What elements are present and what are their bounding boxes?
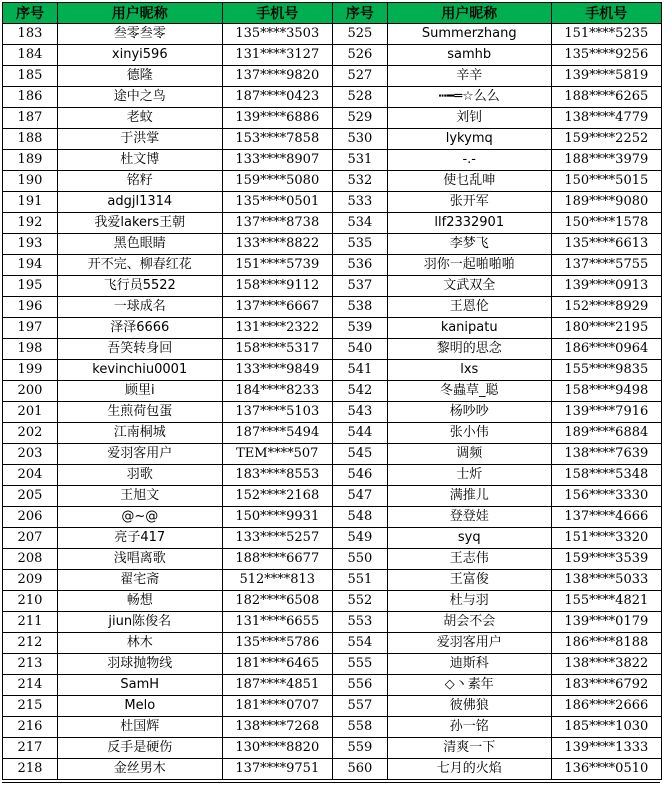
- nickname-cell: xinyi596: [57, 45, 222, 66]
- nickname-cell: 林木: [57, 633, 222, 654]
- seq-cell: 191: [3, 192, 58, 213]
- phone-cell: 181****6465: [222, 654, 332, 675]
- seq-cell: 218: [3, 759, 58, 780]
- seq-cell: 552: [332, 591, 387, 612]
- table-row: [3, 654, 662, 675]
- nickname-cell: 铭籽: [57, 171, 222, 192]
- phone-cell: 186****0964: [551, 339, 661, 360]
- nickname-cell: adgjl1314: [57, 192, 222, 213]
- phone-cell: 138****3822: [551, 654, 661, 675]
- table-row: [3, 192, 662, 213]
- seq-cell: 212: [3, 633, 58, 654]
- phone-cell: 137****6667: [222, 297, 332, 318]
- nickname-cell: 开不完、柳春红花: [57, 255, 222, 276]
- table-row: [3, 339, 662, 360]
- nickname-cell: 七月的火焰: [387, 759, 551, 780]
- seq-cell: 530: [332, 129, 387, 150]
- phone-cell: 150****5015: [551, 171, 661, 192]
- seq-cell: 559: [332, 738, 387, 759]
- phone-cell: 137****4666: [551, 507, 661, 528]
- seq-cell: 540: [332, 339, 387, 360]
- seq-cell: 210: [3, 591, 58, 612]
- seq-cell: 195: [3, 276, 58, 297]
- phone-cell: 158****9498: [551, 381, 661, 402]
- table-row: [3, 150, 662, 171]
- seq-cell: 543: [332, 402, 387, 423]
- seq-cell: 536: [332, 255, 387, 276]
- phone-cell: 135****6613: [551, 234, 661, 255]
- seq-cell: 556: [332, 675, 387, 696]
- seq-cell: 186: [3, 87, 58, 108]
- member-table: [2, 2, 662, 780]
- phone-cell: 135****0501: [222, 192, 332, 213]
- phone-cell: 156****3330: [551, 486, 661, 507]
- table-row: [3, 675, 662, 696]
- nickname-cell: 途中之鸟: [57, 87, 222, 108]
- phone-cell: 138****7639: [551, 444, 661, 465]
- header-seq-right: 序号: [332, 3, 387, 24]
- seq-cell: 208: [3, 549, 58, 570]
- seq-cell: 184: [3, 45, 58, 66]
- phone-cell: 184****8233: [222, 381, 332, 402]
- seq-cell: 531: [332, 150, 387, 171]
- table-row: [3, 129, 662, 150]
- nickname-cell: lxs: [387, 360, 551, 381]
- nickname-cell: 羽球抛物线: [57, 654, 222, 675]
- header-row: [3, 3, 662, 24]
- seq-cell: 205: [3, 486, 58, 507]
- phone-cell: 151****5739: [222, 255, 332, 276]
- header-nickname-left: 用户昵称: [57, 3, 222, 24]
- table-row: [3, 759, 662, 780]
- table-row: [3, 171, 662, 192]
- seq-cell: 550: [332, 549, 387, 570]
- seq-cell: 545: [332, 444, 387, 465]
- seq-cell: 194: [3, 255, 58, 276]
- seq-cell: 533: [332, 192, 387, 213]
- table-row: [3, 696, 662, 717]
- phone-cell: 130****8820: [222, 738, 332, 759]
- phone-cell: 159****3539: [551, 549, 661, 570]
- nickname-cell: 顾里i: [57, 381, 222, 402]
- seq-cell: 546: [332, 465, 387, 486]
- nickname-cell: ┅━═☆么么: [387, 87, 551, 108]
- seq-cell: 199: [3, 360, 58, 381]
- table-row: [3, 381, 662, 402]
- nickname-cell: samhb: [387, 45, 551, 66]
- nickname-cell: 翟宅斋: [57, 570, 222, 591]
- nickname-cell: 杜文博: [57, 150, 222, 171]
- seq-cell: 542: [332, 381, 387, 402]
- table-row: [3, 507, 662, 528]
- phone-cell: 135****3503: [222, 24, 332, 45]
- phone-cell: 139****0913: [551, 276, 661, 297]
- phone-cell: 158****5348: [551, 465, 661, 486]
- table-row: [3, 633, 662, 654]
- nickname-cell: syq: [387, 528, 551, 549]
- seq-cell: 196: [3, 297, 58, 318]
- seq-cell: 539: [332, 318, 387, 339]
- nickname-cell: 爱羽客用户: [387, 633, 551, 654]
- seq-cell: 532: [332, 171, 387, 192]
- nickname-cell: 亮子417: [57, 528, 222, 549]
- nickname-cell: 于洪掌: [57, 129, 222, 150]
- seq-cell: 189: [3, 150, 58, 171]
- seq-cell: 213: [3, 654, 58, 675]
- nickname-cell: 张小伟: [387, 423, 551, 444]
- seq-cell: 207: [3, 528, 58, 549]
- table-row: [3, 486, 662, 507]
- nickname-cell: 王富俊: [387, 570, 551, 591]
- table-row: [3, 423, 662, 444]
- nickname-cell: 士炘: [387, 465, 551, 486]
- table-row: [3, 465, 662, 486]
- nickname-cell: 羽你一起啪啪啪: [387, 255, 551, 276]
- seq-cell: 183: [3, 24, 58, 45]
- seq-cell: 203: [3, 444, 58, 465]
- nickname-cell: 畅想: [57, 591, 222, 612]
- seq-cell: 544: [332, 423, 387, 444]
- seq-cell: 527: [332, 66, 387, 87]
- phone-cell: 131****2322: [222, 318, 332, 339]
- table-body: [3, 24, 662, 780]
- phone-cell: 159****2252: [551, 129, 661, 150]
- seq-cell: 188: [3, 129, 58, 150]
- phone-cell: 139****1333: [551, 738, 661, 759]
- phone-cell: 139****7916: [551, 402, 661, 423]
- seq-cell: 202: [3, 423, 58, 444]
- phone-cell: 137****5103: [222, 402, 332, 423]
- phone-cell: 133****9849: [222, 360, 332, 381]
- table-row: [3, 234, 662, 255]
- phone-cell: 183****8553: [222, 465, 332, 486]
- seq-cell: 547: [332, 486, 387, 507]
- seq-cell: 193: [3, 234, 58, 255]
- nickname-cell: 一球成名: [57, 297, 222, 318]
- table-row: [3, 570, 662, 591]
- phone-cell: 151****5235: [551, 24, 661, 45]
- seq-cell: 204: [3, 465, 58, 486]
- nickname-cell: llf2332901: [387, 213, 551, 234]
- phone-cell: 137****9751: [222, 759, 332, 780]
- phone-cell: 131****3127: [222, 45, 332, 66]
- phone-cell: 187****5494: [222, 423, 332, 444]
- seq-cell: 537: [332, 276, 387, 297]
- nickname-cell: 王志伟: [387, 549, 551, 570]
- phone-cell: 186****2666: [551, 696, 661, 717]
- phone-cell: 131****6655: [222, 612, 332, 633]
- nickname-cell: 杨吵吵: [387, 402, 551, 423]
- nickname-cell: 登登娃: [387, 507, 551, 528]
- nickname-cell: ◇丶素年: [387, 675, 551, 696]
- phone-cell: 188****6265: [551, 87, 661, 108]
- nickname-cell: Summerzhang: [387, 24, 551, 45]
- table-row: [3, 45, 662, 66]
- seq-cell: 209: [3, 570, 58, 591]
- phone-cell: 135****9256: [551, 45, 661, 66]
- nickname-cell: Melo: [57, 696, 222, 717]
- table-row: [3, 276, 662, 297]
- phone-cell: 133****5257: [222, 528, 332, 549]
- seq-cell: 554: [332, 633, 387, 654]
- phone-cell: 137****9820: [222, 66, 332, 87]
- phone-cell: 181****0707: [222, 696, 332, 717]
- phone-cell: 137****8738: [222, 213, 332, 234]
- nickname-cell: 反手是硬伤: [57, 738, 222, 759]
- seq-cell: 190: [3, 171, 58, 192]
- nickname-cell: 文武双全: [387, 276, 551, 297]
- table-row: [3, 738, 662, 759]
- phone-cell: 512****813: [222, 570, 332, 591]
- phone-cell: 139****0179: [551, 612, 661, 633]
- phone-cell: 133****8822: [222, 234, 332, 255]
- nickname-cell: 生煎荷包蛋: [57, 402, 222, 423]
- phone-cell: 152****8929: [551, 297, 661, 318]
- phone-cell: 187****4851: [222, 675, 332, 696]
- nickname-cell: 孙一铭: [387, 717, 551, 738]
- table-row: [3, 255, 662, 276]
- seq-cell: 185: [3, 66, 58, 87]
- nickname-cell: 迪斯科: [387, 654, 551, 675]
- nickname-cell: 辛辛: [387, 66, 551, 87]
- nickname-cell: 吾笑转身回: [57, 339, 222, 360]
- phone-cell: 150****1578: [551, 213, 661, 234]
- nickname-cell: 杜国辉: [57, 717, 222, 738]
- nickname-cell: 黎明的思念: [387, 339, 551, 360]
- table-row: [3, 402, 662, 423]
- seq-cell: 534: [332, 213, 387, 234]
- nickname-cell: SamH: [57, 675, 222, 696]
- phone-cell: 136****0510: [551, 759, 661, 780]
- seq-cell: 555: [332, 654, 387, 675]
- seq-cell: 526: [332, 45, 387, 66]
- phone-cell: 139****5819: [551, 66, 661, 87]
- phone-cell: 155****9835: [551, 360, 661, 381]
- phone-cell: 180****2195: [551, 318, 661, 339]
- phone-cell: TEM****507: [222, 444, 332, 465]
- nickname-cell: 老蚊: [57, 108, 222, 129]
- header-seq-left: 序号: [3, 3, 58, 24]
- nickname-cell: 叁零叁零: [57, 24, 222, 45]
- table-row: [3, 297, 662, 318]
- nickname-cell: 刘钊: [387, 108, 551, 129]
- nickname-cell: 泽泽6666: [57, 318, 222, 339]
- nickname-cell: 冬蟲草_聪: [387, 381, 551, 402]
- seq-cell: 528: [332, 87, 387, 108]
- seq-cell: 541: [332, 360, 387, 381]
- phone-cell: 151****3320: [551, 528, 661, 549]
- nickname-cell: 德隆: [57, 66, 222, 87]
- seq-cell: 198: [3, 339, 58, 360]
- seq-cell: 200: [3, 381, 58, 402]
- nickname-cell: 彼佛狼: [387, 696, 551, 717]
- phone-cell: 158****9112: [222, 276, 332, 297]
- phone-cell: 185****1030: [551, 717, 661, 738]
- seq-cell: 215: [3, 696, 58, 717]
- phone-cell: 188****3979: [551, 150, 661, 171]
- seq-cell: 548: [332, 507, 387, 528]
- nickname-cell: 羽歌: [57, 465, 222, 486]
- header-nickname-right: 用户昵称: [387, 3, 551, 24]
- nickname-cell: -.-: [387, 150, 551, 171]
- nickname-cell: 满推儿: [387, 486, 551, 507]
- phone-cell: 155****4821: [551, 591, 661, 612]
- seq-cell: 211: [3, 612, 58, 633]
- phone-cell: 158****5317: [222, 339, 332, 360]
- seq-cell: 192: [3, 213, 58, 234]
- phone-cell: 153****7858: [222, 129, 332, 150]
- phone-cell: 138****5033: [551, 570, 661, 591]
- seq-cell: 214: [3, 675, 58, 696]
- phone-cell: 138****4779: [551, 108, 661, 129]
- nickname-cell: 我爱lakers王朝: [57, 213, 222, 234]
- phone-cell: 186****8188: [551, 633, 661, 654]
- table-row: [3, 612, 662, 633]
- seq-cell: 529: [332, 108, 387, 129]
- nickname-cell: 杜与羽: [387, 591, 551, 612]
- nickname-cell: kevinchiu0001: [57, 360, 222, 381]
- seq-cell: 197: [3, 318, 58, 339]
- table-row: [3, 444, 662, 465]
- nickname-cell: 金丝男木: [57, 759, 222, 780]
- table-row: [3, 213, 662, 234]
- phone-cell: 150****9931: [222, 507, 332, 528]
- table-row: [3, 549, 662, 570]
- seq-cell: 538: [332, 297, 387, 318]
- table-row: [3, 24, 662, 45]
- nickname-cell: 爱羽客用户: [57, 444, 222, 465]
- nickname-cell: 调频: [387, 444, 551, 465]
- nickname-cell: 飞行员5522: [57, 276, 222, 297]
- nickname-cell: 张开军: [387, 192, 551, 213]
- phone-cell: 188****6677: [222, 549, 332, 570]
- table-row: [3, 318, 662, 339]
- phone-cell: 183****6792: [551, 675, 661, 696]
- seq-cell: 551: [332, 570, 387, 591]
- cut-off-row: [2, 782, 660, 787]
- nickname-cell: 浅唱离歌: [57, 549, 222, 570]
- nickname-cell: kanipatu: [387, 318, 551, 339]
- seq-cell: 217: [3, 738, 58, 759]
- phone-cell: 159****5080: [222, 171, 332, 192]
- nickname-cell: @~@: [57, 507, 222, 528]
- seq-cell: 187: [3, 108, 58, 129]
- nickname-cell: 使乜乱呻: [387, 171, 551, 192]
- phone-cell: 139****6886: [222, 108, 332, 129]
- seq-cell: 558: [332, 717, 387, 738]
- table-row: [3, 360, 662, 381]
- header-phone-right: 手机号: [551, 3, 661, 24]
- phone-cell: 137****5755: [551, 255, 661, 276]
- nickname-cell: jiun陈俊名: [57, 612, 222, 633]
- phone-cell: 187****0423: [222, 87, 332, 108]
- seq-cell: 535: [332, 234, 387, 255]
- seq-cell: 206: [3, 507, 58, 528]
- seq-cell: 557: [332, 696, 387, 717]
- phone-cell: 135****5786: [222, 633, 332, 654]
- table-row: [3, 591, 662, 612]
- seq-cell: 553: [332, 612, 387, 633]
- nickname-cell: 王恩伦: [387, 297, 551, 318]
- nickname-cell: 江南桐城: [57, 423, 222, 444]
- nickname-cell: 胡会不会: [387, 612, 551, 633]
- seq-cell: 549: [332, 528, 387, 549]
- nickname-cell: 王旭文: [57, 486, 222, 507]
- nickname-cell: 黑色眼睛: [57, 234, 222, 255]
- table-row: [3, 87, 662, 108]
- table-row: [3, 717, 662, 738]
- phone-cell: 189****9080: [551, 192, 661, 213]
- table-row: [3, 528, 662, 549]
- seq-cell: 201: [3, 402, 58, 423]
- phone-cell: 138****7268: [222, 717, 332, 738]
- seq-cell: 525: [332, 24, 387, 45]
- nickname-cell: 清爽一下: [387, 738, 551, 759]
- table-row: [3, 66, 662, 87]
- seq-cell: 560: [332, 759, 387, 780]
- phone-cell: 182****6508: [222, 591, 332, 612]
- nickname-cell: lykymq: [387, 129, 551, 150]
- seq-cell: 216: [3, 717, 58, 738]
- header-phone-left: 手机号: [222, 3, 332, 24]
- phone-cell: 133****8907: [222, 150, 332, 171]
- nickname-cell: 李梦飞: [387, 234, 551, 255]
- table-row: [3, 108, 662, 129]
- phone-cell: 152****2168: [222, 486, 332, 507]
- phone-cell: 189****6884: [551, 423, 661, 444]
